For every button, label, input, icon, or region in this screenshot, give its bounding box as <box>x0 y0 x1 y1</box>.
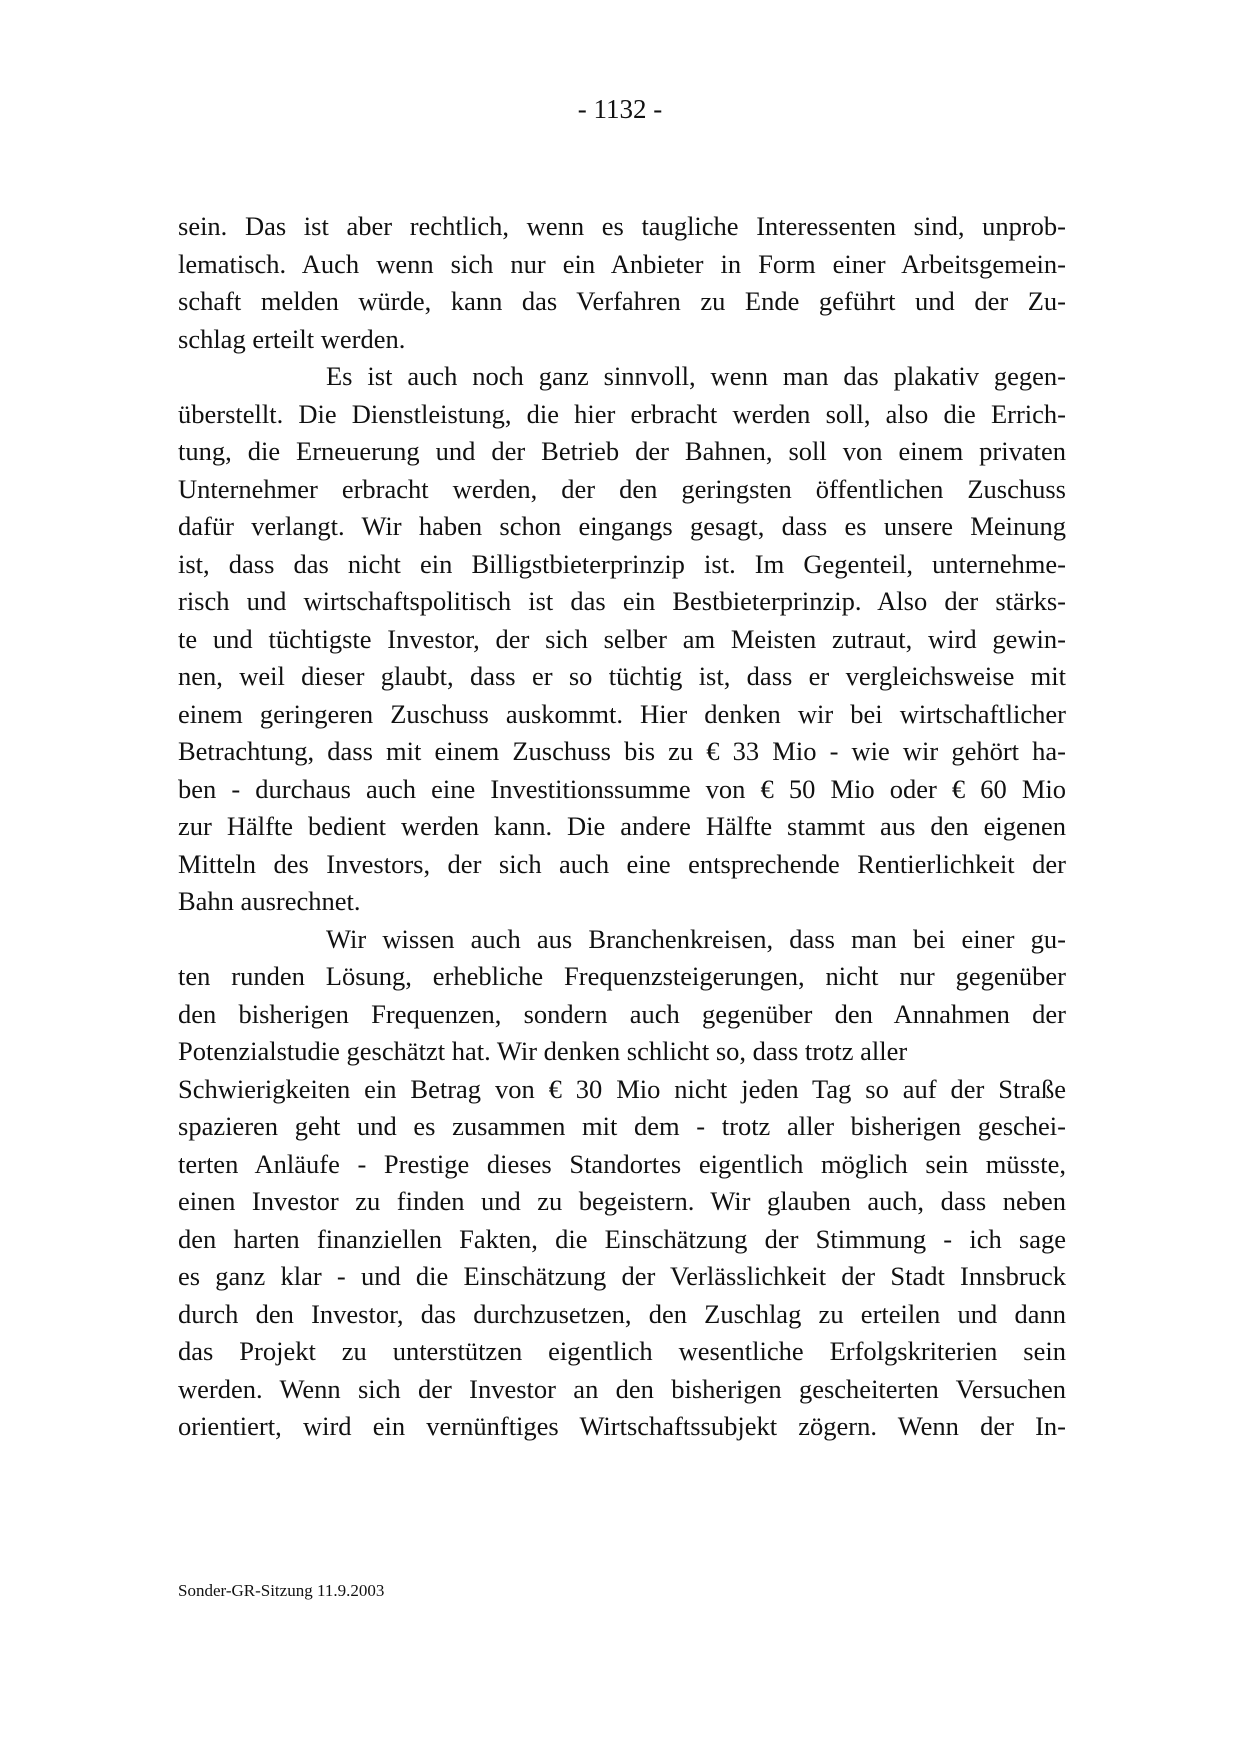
text-line: werden. Wenn sich der Investor an den bisherigen gescheiterten Versuchen <box>178 1373 1066 1404</box>
text-line: zur Hälfte bedient werden kann. Die andere Hälfte stammt aus den eigenen <box>178 811 1066 841</box>
text-line: schaft melden würde, kann das Verfahren zu Ende geführt und der Zu- <box>178 286 1066 316</box>
text-line: ten runden Lösung, erhebliche Frequenzsteigerungen, nicht nur gegenüber <box>178 961 1066 991</box>
text-line: Betrachtung, dass mit einem Zuschuss bis zu € 33 Mio - wie wir gehört ha- <box>178 736 1066 766</box>
text-line: Es ist auch noch ganz sinnvoll, wenn man das plakativ gegen- <box>326 361 1066 391</box>
text-line: einem geringeren Zuschuss auskommt. Hier denken wir bei wirtschaftlicher <box>178 698 1066 729</box>
text-line: Schwierigkeiten ein Betrag von € 30 Mio nicht jeden Tag so auf der Straße <box>178 1073 1066 1104</box>
text-line: den harten finanziellen Fakten, die Einschätzung der Stimmung - ich sage <box>178 1223 1066 1254</box>
page-number: - 1132 - <box>577 94 663 124</box>
text-line: einen Investor zu finden und zu begeistern. Wir glauben auch, dass neben <box>178 1186 1066 1216</box>
text-line: lematisch. Auch wenn sich nur ein Anbieter in Form einer Arbeitsgemein- <box>178 248 1066 279</box>
text-line: es ganz klar - und die Einschätzung der Verlässlichkeit der Stadt Innsbruck <box>178 1261 1066 1291</box>
text-line: das Projekt zu unterstützen eigentlich wesentliche Erfolgskriterien sein <box>178 1336 1066 1366</box>
text-line: orientiert, wird ein vernünftiges Wirtschaftssubjekt zögern. Wenn der In- <box>178 1411 1066 1441</box>
page-footer: Sonder-GR-Sitzung 11.9.2003 <box>178 1581 385 1600</box>
text-line: schlag erteilt werden. <box>178 323 406 354</box>
text-line: nen, weil dieser glaubt, dass er so tüchtig ist, dass er vergleichsweise mit <box>178 661 1066 691</box>
text-line: Potenzialstudie geschätzt hat. Wir denken schlicht so, dass trotz aller <box>178 1036 908 1066</box>
text-line: dafür verlangt. Wir haben schon eingangs gesagt, dass es unsere Meinung <box>178 511 1066 541</box>
text-line: Bahn ausrechnet. <box>178 886 361 916</box>
text-line: te und tüchtigste Investor, der sich selber am Meisten zutraut, wird gewin- <box>178 623 1066 654</box>
body-text <box>178 208 1066 1446</box>
text-line: sein. Das ist aber rechtlich, wenn es taugliche Interessenten sind, unprob- <box>178 211 1066 241</box>
text-line: Mitteln des Investors, der sich auch eine entsprechende Rentierlichkeit der <box>178 848 1066 879</box>
text-line: terten Anläufe - Prestige dieses Standortes eigentlich möglich sein müsste, <box>178 1148 1066 1179</box>
text-line: ist, dass das nicht ein Billigstbieterprinzip ist. Im Gegenteil, unternehme- <box>178 548 1066 579</box>
text-line: spazieren geht und es zusammen mit dem - trotz aller bisherigen geschei- <box>178 1111 1066 1141</box>
text-line: Wir wissen auch aus Branchenkreisen, dass man bei einer gu- <box>326 923 1066 954</box>
text-line: tung, die Erneuerung und der Betrieb der Bahnen, soll von einem privaten <box>178 436 1066 466</box>
text-line: Unternehmer erbracht werden, der den geringsten öffentlichen Zuschuss <box>178 473 1066 504</box>
text-line: durch den Investor, das durchzusetzen, den Zuschlag zu erteilen und dann <box>178 1298 1066 1329</box>
text-line: ben - durchaus auch eine Investitionssumme von € 50 Mio oder € 60 Mio <box>178 773 1066 804</box>
text-line: den bisherigen Frequenzen, sondern auch gegenüber den Annahmen der <box>178 998 1066 1029</box>
text-line: überstellt. Die Dienstleistung, die hier erbracht werden soll, also die Errich- <box>178 398 1066 429</box>
text-line: risch und wirtschaftspolitisch ist das ein Bestbieterprinzip. Also der stärks- <box>178 586 1066 616</box>
